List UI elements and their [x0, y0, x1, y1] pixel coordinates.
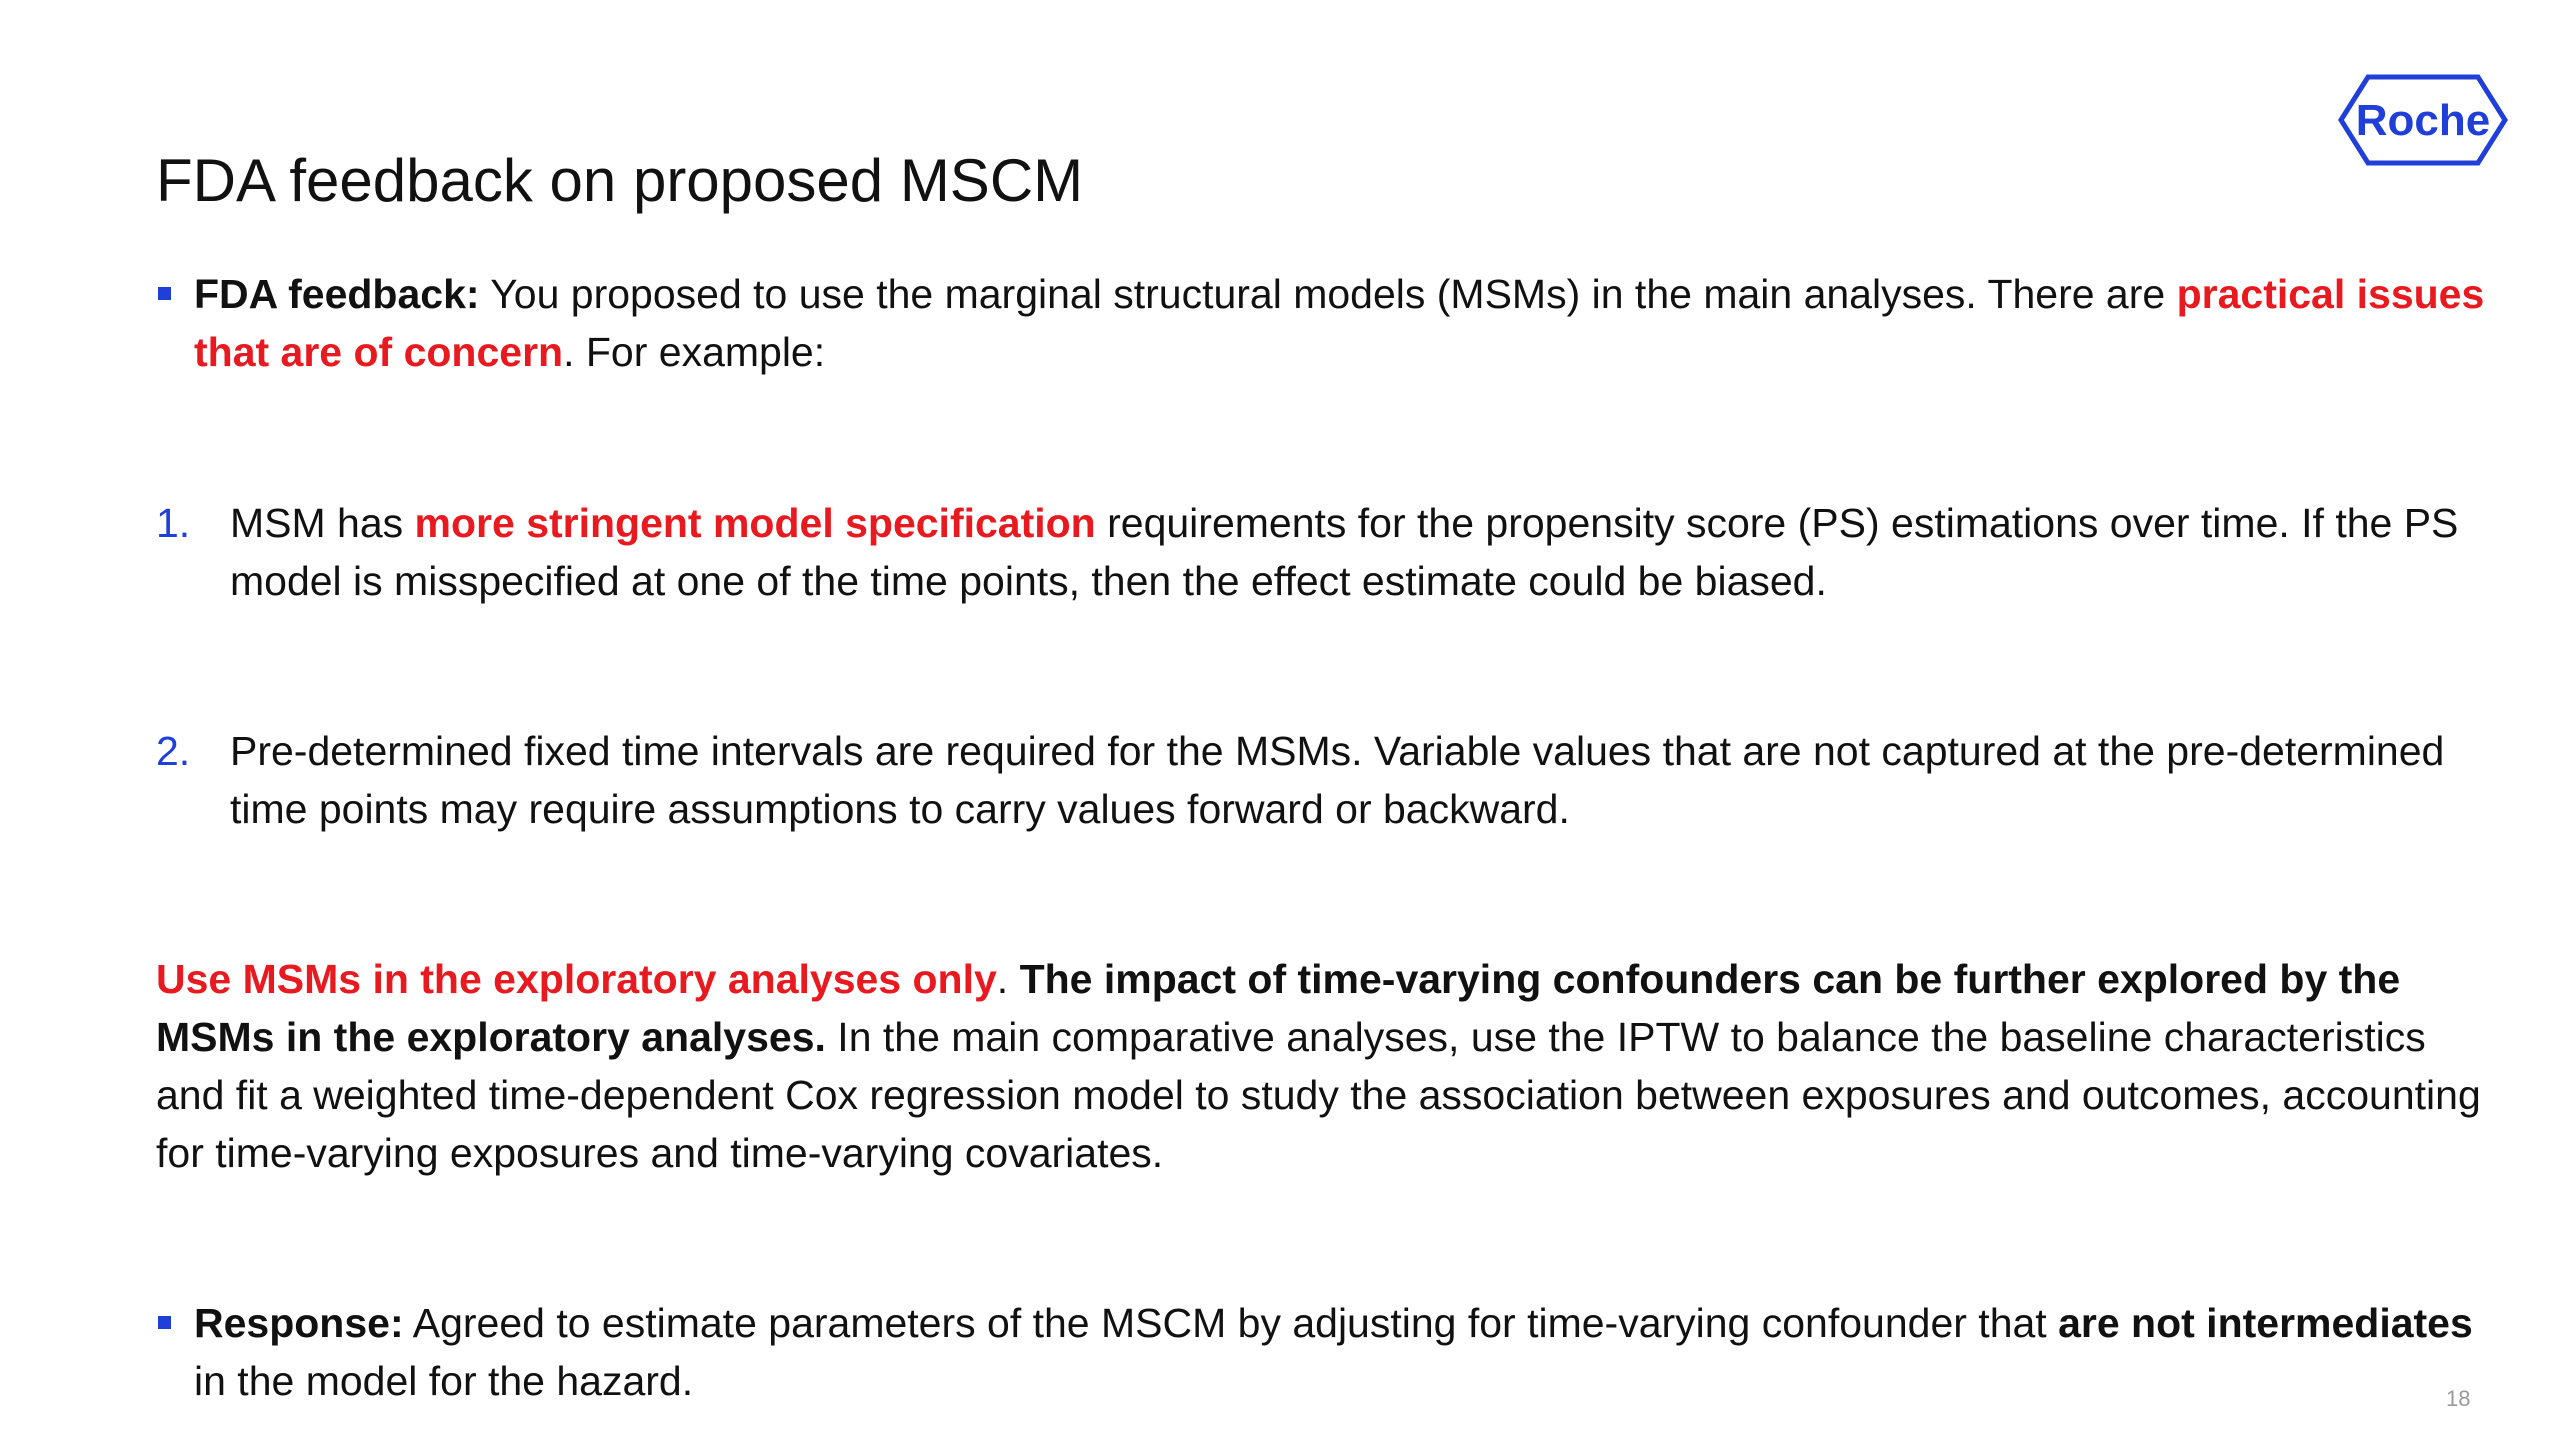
feedback-text-1: You proposed to use the marginal structural models (MSMs) in the main analyses. There are: [479, 271, 2177, 317]
response-label: Response:: [194, 1300, 404, 1346]
response-bold: are not intermediates: [2058, 1300, 2473, 1346]
roche-logo: [2338, 72, 2508, 168]
response-text: [194, 1294, 2494, 1410]
feedback-text-2: . For example:: [563, 329, 826, 375]
roche-logo-text: Roche: [2355, 96, 2491, 145]
recommendation-sep: .: [996, 956, 1020, 1002]
list-number-2: 2.: [156, 728, 191, 774]
square-bullet-icon: [158, 287, 171, 300]
response-text-2: in the model for the hazard.: [194, 1358, 694, 1404]
recommendation-paragraph: [156, 950, 2496, 1182]
recommendation-highlight: Use MSMs in the exploratory analyses only: [156, 956, 997, 1002]
item-1-highlight: more stringent model specification: [414, 500, 1096, 546]
item-1-text-1: MSM has: [230, 500, 415, 546]
slide-title: FDA feedback on proposed MSCM: [156, 147, 1084, 214]
list-number-1: 1.: [156, 500, 191, 546]
list-item-1-text: [230, 494, 2492, 610]
feedback-text: [194, 265, 2494, 381]
feedback-highlight: practical issues that are of concern: [194, 271, 2485, 375]
recommendation-bold: The impact of time-varying confounders can be further explored by the MSMs in the exploratory analyses.: [156, 956, 2401, 1060]
feedback-label: FDA feedback:: [194, 271, 480, 317]
response-text-1: Agreed to estimate parameters of the MSCM by adjusting for time-varying confounder that: [403, 1300, 2059, 1346]
square-bullet-icon: [158, 1316, 171, 1329]
page-number: 18: [2446, 1386, 2471, 1411]
item-1-text-2: requirements for the propensity score (PS) estimations over time. If the PS model is misspecified at one of the time points, then the effect estimate could be biased.: [230, 500, 2459, 604]
list-item-2-text: Pre-determined fixed time intervals are required for the MSMs. Variable values that are not captured at the pre-determined time points may require assumptions to carry values forward or backward.: [230, 728, 2445, 832]
recommendation-text: In the main comparative analyses, use the IPTW to balance the baseline characteristics and fit a weighted time-dependent Cox regression model to study the association between exposures and outcomes, accounting for time-varying exposures and time-varying covariates.: [156, 1014, 2481, 1176]
